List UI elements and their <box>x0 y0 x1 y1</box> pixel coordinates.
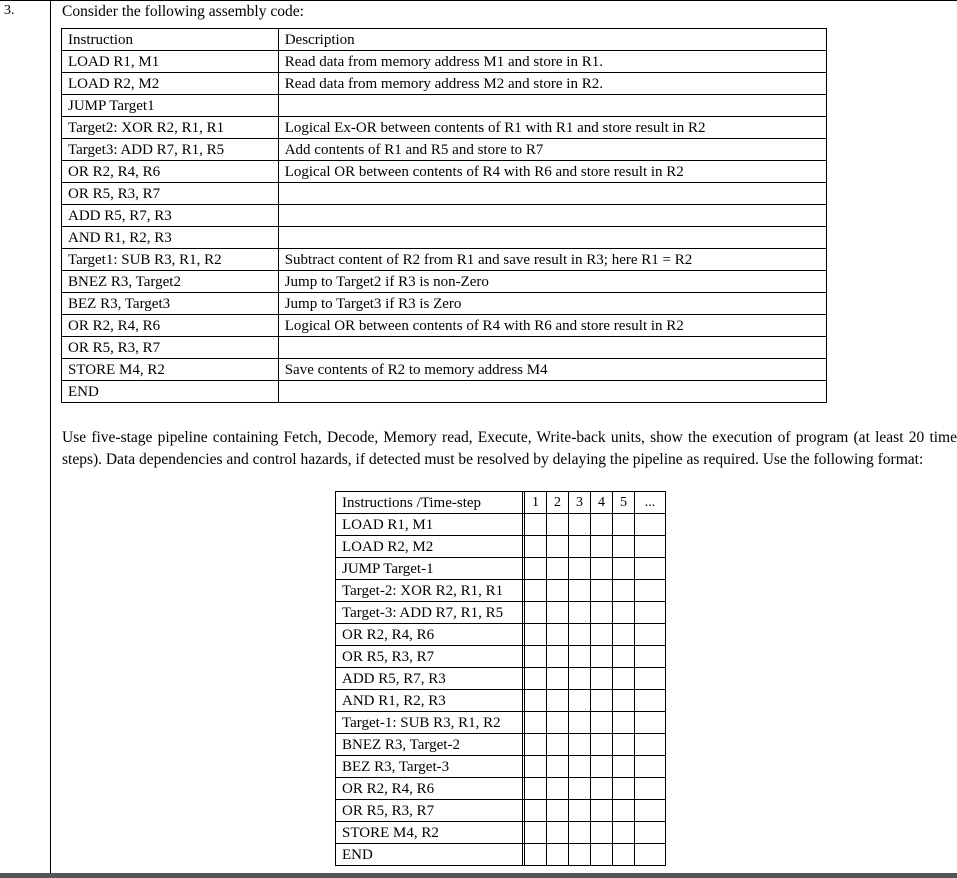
pipeline-stage-cell[interactable] <box>613 624 635 646</box>
pipeline-stage-cell[interactable] <box>591 536 613 558</box>
asm-header-instruction: Instruction <box>62 29 279 51</box>
pipeline-stage-cell[interactable] <box>525 646 547 668</box>
instructions-paragraph: Use five-stage pipeline containing Fetch, Decode, Memory read, Execute, Write-back units, show the execution of program (at least 20 time steps). Data dependencies and control hazards, if detected must be resolved by delaying the pipeline as required. Use the following format: <box>62 429 957 468</box>
pipeline-stage-cell[interactable] <box>635 580 666 602</box>
pipeline-stage-cell[interactable] <box>569 580 591 602</box>
pipeline-instruction-cell: OR R5, R3, R7 <box>336 646 523 668</box>
pipeline-stage-cell[interactable] <box>635 536 666 558</box>
asm-header-description: Description <box>278 29 826 51</box>
asm-description-cell <box>278 183 826 205</box>
pipeline-stage-cell[interactable] <box>525 514 547 536</box>
pipeline-stage-cell[interactable] <box>547 778 569 800</box>
pipeline-stage-cell[interactable] <box>635 734 666 756</box>
asm-row <box>62 161 827 183</box>
pipeline-row <box>336 624 666 646</box>
pipeline-stage-cell[interactable] <box>569 734 591 756</box>
asm-instruction-cell: END <box>62 381 279 403</box>
pipeline-stage-cell[interactable] <box>547 668 569 690</box>
pipeline-instruction-cell: Target-2: XOR R2, R1, R1 <box>336 580 523 602</box>
pipeline-instruction-cell: Target-1: SUB R3, R1, R2 <box>336 712 523 734</box>
pipeline-stage-cell[interactable] <box>569 558 591 580</box>
pipeline-stage-cell[interactable] <box>547 646 569 668</box>
pipeline-stage-cell[interactable] <box>613 514 635 536</box>
pipeline-instruction-cell: STORE M4, R2 <box>336 822 523 844</box>
pipeline-stage-cell[interactable] <box>591 690 613 712</box>
asm-description-cell: Save contents of R2 to memory address M4 <box>278 359 826 381</box>
pipeline-stage-cell[interactable] <box>547 690 569 712</box>
pipeline-stage-cell[interactable] <box>635 514 666 536</box>
pipeline-stage-cell[interactable] <box>569 624 591 646</box>
asm-instruction-cell: ADD R5, R7, R3 <box>62 205 279 227</box>
asm-instruction-cell: JUMP Target1 <box>62 95 279 117</box>
pipeline-header-label: Instructions /Time-step <box>336 492 523 514</box>
asm-row <box>62 183 827 205</box>
pipeline-stage-cell[interactable] <box>613 800 635 822</box>
pipeline-stage-cell[interactable] <box>591 668 613 690</box>
pipeline-stage-cell[interactable] <box>525 778 547 800</box>
pipeline-row <box>336 822 666 844</box>
pipeline-stage-cell[interactable] <box>569 514 591 536</box>
pipeline-stage-cell[interactable] <box>635 756 666 778</box>
pipeline-instruction-cell: AND R1, R2, R3 <box>336 690 523 712</box>
pipeline-stage-cell[interactable] <box>547 536 569 558</box>
pipeline-instruction-cell: OR R2, R4, R6 <box>336 778 523 800</box>
asm-description-cell: Jump to Target2 if R3 is non-Zero <box>278 271 826 293</box>
pipeline-stage-cell[interactable] <box>525 668 547 690</box>
pipeline-stage-cell[interactable] <box>635 822 666 844</box>
pipeline-stage-cell[interactable] <box>547 558 569 580</box>
pipeline-stage-cell[interactable] <box>525 712 547 734</box>
pipeline-stage-cell[interactable] <box>613 558 635 580</box>
asm-row <box>62 117 827 139</box>
pipeline-instruction-cell: Target-3: ADD R7, R1, R5 <box>336 602 523 624</box>
pipeline-stage-cell[interactable] <box>591 712 613 734</box>
pipeline-format-table <box>335 491 666 866</box>
pipeline-stage-cell[interactable] <box>635 668 666 690</box>
asm-instruction-cell: BEZ R3, Target3 <box>62 293 279 315</box>
pipeline-instruction-cell: END <box>336 844 523 866</box>
asm-row <box>62 337 827 359</box>
pipeline-stage-cell[interactable] <box>569 690 591 712</box>
time-step-header: 5 <box>613 492 635 514</box>
pipeline-stage-cell[interactable] <box>569 756 591 778</box>
pipeline-instruction-cell: BEZ R3, Target-3 <box>336 756 523 778</box>
time-step-header: 3 <box>569 492 591 514</box>
pipeline-instruction-cell: OR R2, R4, R6 <box>336 624 523 646</box>
asm-header-row <box>62 29 827 51</box>
pipeline-stage-cell[interactable] <box>635 690 666 712</box>
pipeline-instruction-cell: LOAD R1, M1 <box>336 514 523 536</box>
asm-description-cell: Read data from memory address M1 and store in R1. <box>278 51 826 73</box>
asm-row <box>62 95 827 117</box>
pipeline-stage-cell[interactable] <box>591 580 613 602</box>
asm-row <box>62 51 827 73</box>
time-step-header: ... <box>635 492 666 514</box>
assembly-code-table <box>61 28 827 403</box>
pipeline-stage-cell[interactable] <box>547 756 569 778</box>
pipeline-stage-cell[interactable] <box>613 734 635 756</box>
pipeline-row <box>336 690 666 712</box>
pipeline-stage-cell[interactable] <box>591 844 613 866</box>
time-step-header: 4 <box>591 492 613 514</box>
pipeline-stage-cell[interactable] <box>635 624 666 646</box>
pipeline-row <box>336 778 666 800</box>
asm-row <box>62 227 827 249</box>
pipeline-stage-cell[interactable] <box>569 778 591 800</box>
pipeline-stage-cell[interactable] <box>569 844 591 866</box>
asm-description-cell <box>278 227 826 249</box>
pipeline-stage-cell[interactable] <box>613 580 635 602</box>
pipeline-row <box>336 602 666 624</box>
question-prompt: Consider the following assembly code: <box>62 3 304 20</box>
pipeline-stage-cell[interactable] <box>613 602 635 624</box>
asm-row <box>62 139 827 161</box>
pipeline-stage-cell[interactable] <box>613 756 635 778</box>
pipeline-stage-cell[interactable] <box>547 514 569 536</box>
pipeline-stage-cell[interactable] <box>525 822 547 844</box>
pipeline-stage-cell[interactable] <box>547 800 569 822</box>
question-number: 3. <box>4 3 15 18</box>
asm-description-cell <box>278 381 826 403</box>
pipeline-row <box>336 580 666 602</box>
asm-description-cell: Read data from memory address M2 and store in R2. <box>278 73 826 95</box>
pipeline-stage-cell[interactable] <box>591 756 613 778</box>
asm-instruction-cell: OR R5, R3, R7 <box>62 183 279 205</box>
pipeline-instruction-cell: OR R5, R3, R7 <box>336 800 523 822</box>
pipeline-instruction-cell: ADD R5, R7, R3 <box>336 668 523 690</box>
pipeline-row <box>336 712 666 734</box>
pipeline-stage-cell[interactable] <box>635 844 666 866</box>
pipeline-stage-cell[interactable] <box>591 778 613 800</box>
asm-description-cell: Logical OR between contents of R4 with R6 and store result in R2 <box>278 315 826 337</box>
pipeline-stage-cell[interactable] <box>635 778 666 800</box>
pipeline-stage-cell[interactable] <box>569 536 591 558</box>
pipeline-stage-cell[interactable] <box>613 844 635 866</box>
asm-instruction-cell: OR R5, R3, R7 <box>62 337 279 359</box>
asm-row <box>62 381 827 403</box>
asm-row <box>62 73 827 95</box>
bottom-border <box>0 873 957 878</box>
asm-description-cell: Subtract content of R2 from R1 and save result in R3; here R1 = R2 <box>278 249 826 271</box>
pipeline-instruction-cell: LOAD R2, M2 <box>336 536 523 558</box>
pipeline-stage-cell[interactable] <box>525 756 547 778</box>
pipeline-stage-cell[interactable] <box>591 602 613 624</box>
pipeline-stage-cell[interactable] <box>591 624 613 646</box>
asm-row <box>62 249 827 271</box>
pipeline-stage-cell[interactable] <box>525 690 547 712</box>
pipeline-stage-cell[interactable] <box>591 514 613 536</box>
pipeline-stage-cell[interactable] <box>635 602 666 624</box>
pipeline-stage-cell[interactable] <box>613 778 635 800</box>
asm-instruction-cell: Target1: SUB R3, R1, R2 <box>62 249 279 271</box>
pipeline-stage-cell[interactable] <box>525 602 547 624</box>
asm-description-cell <box>278 95 826 117</box>
pipeline-stage-cell[interactable] <box>591 646 613 668</box>
asm-row <box>62 315 827 337</box>
asm-instruction-cell: Target2: XOR R2, R1, R1 <box>62 117 279 139</box>
pipeline-stage-cell[interactable] <box>613 822 635 844</box>
question-number-column <box>0 0 51 875</box>
asm-row <box>62 205 827 227</box>
pipeline-stage-cell[interactable] <box>569 712 591 734</box>
asm-instruction-cell: OR R2, R4, R6 <box>62 315 279 337</box>
pipeline-stage-cell[interactable] <box>569 800 591 822</box>
asm-description-cell <box>278 205 826 227</box>
asm-instruction-cell: STORE M4, R2 <box>62 359 279 381</box>
pipeline-stage-cell[interactable] <box>525 624 547 646</box>
pipeline-stage-cell[interactable] <box>525 844 547 866</box>
asm-row <box>62 359 827 381</box>
time-step-header: 2 <box>547 492 569 514</box>
asm-row <box>62 271 827 293</box>
pipeline-stage-cell[interactable] <box>525 580 547 602</box>
pipeline-stage-cell[interactable] <box>525 800 547 822</box>
asm-instruction-cell: Target3: ADD R7, R1, R5 <box>62 139 279 161</box>
pipeline-stage-cell[interactable] <box>591 558 613 580</box>
pipeline-stage-cell[interactable] <box>569 668 591 690</box>
pipeline-stage-cell[interactable] <box>569 602 591 624</box>
asm-row <box>62 293 827 315</box>
pipeline-stage-cell[interactable] <box>547 624 569 646</box>
pipeline-stage-cell[interactable] <box>613 668 635 690</box>
pipeline-row <box>336 734 666 756</box>
asm-instruction-cell: BNEZ R3, Target2 <box>62 271 279 293</box>
asm-instruction-cell: LOAD R1, M1 <box>62 51 279 73</box>
pipeline-row <box>336 514 666 536</box>
pipeline-stage-cell[interactable] <box>635 712 666 734</box>
pipeline-row <box>336 536 666 558</box>
pipeline-header-row <box>336 492 666 514</box>
time-step-header: 1 <box>525 492 547 514</box>
pipeline-stage-cell[interactable] <box>635 646 666 668</box>
pipeline-instruction-cell: BNEZ R3, Target-2 <box>336 734 523 756</box>
pipeline-stage-cell[interactable] <box>547 822 569 844</box>
pipeline-stage-cell[interactable] <box>591 800 613 822</box>
pipeline-row <box>336 558 666 580</box>
pipeline-stage-cell[interactable] <box>547 602 569 624</box>
pipeline-row <box>336 646 666 668</box>
pipeline-stage-cell[interactable] <box>591 734 613 756</box>
pipeline-stage-cell[interactable] <box>635 558 666 580</box>
pipeline-row <box>336 800 666 822</box>
pipeline-instruction-cell: JUMP Target-1 <box>336 558 523 580</box>
asm-description-cell: Jump to Target3 if R3 is Zero <box>278 293 826 315</box>
pipeline-stage-cell[interactable] <box>547 712 569 734</box>
pipeline-stage-cell[interactable] <box>547 844 569 866</box>
pipeline-stage-cell[interactable] <box>613 712 635 734</box>
pipeline-stage-cell[interactable] <box>613 536 635 558</box>
asm-instruction-cell: OR R2, R4, R6 <box>62 161 279 183</box>
pipeline-stage-cell[interactable] <box>569 646 591 668</box>
pipeline-stage-cell[interactable] <box>613 646 635 668</box>
pipeline-row <box>336 756 666 778</box>
pipeline-stage-cell[interactable] <box>569 822 591 844</box>
pipeline-stage-cell[interactable] <box>547 734 569 756</box>
pipeline-row <box>336 668 666 690</box>
asm-instruction-cell: LOAD R2, M2 <box>62 73 279 95</box>
pipeline-stage-cell[interactable] <box>613 690 635 712</box>
pipeline-stage-cell[interactable] <box>525 536 547 558</box>
pipeline-stage-cell[interactable] <box>635 800 666 822</box>
asm-instruction-cell: AND R1, R2, R3 <box>62 227 279 249</box>
pipeline-stage-cell[interactable] <box>525 734 547 756</box>
asm-description-cell: Logical Ex-OR between contents of R1 with R1 and store result in R2 <box>278 117 826 139</box>
pipeline-stage-cell[interactable] <box>591 822 613 844</box>
asm-description-cell: Add contents of R1 and R5 and store to R7 <box>278 139 826 161</box>
asm-description-cell <box>278 337 826 359</box>
pipeline-stage-cell[interactable] <box>525 558 547 580</box>
pipeline-stage-cell[interactable] <box>547 580 569 602</box>
pipeline-row <box>336 844 666 866</box>
asm-description-cell: Logical OR between contents of R4 with R6 and store result in R2 <box>278 161 826 183</box>
